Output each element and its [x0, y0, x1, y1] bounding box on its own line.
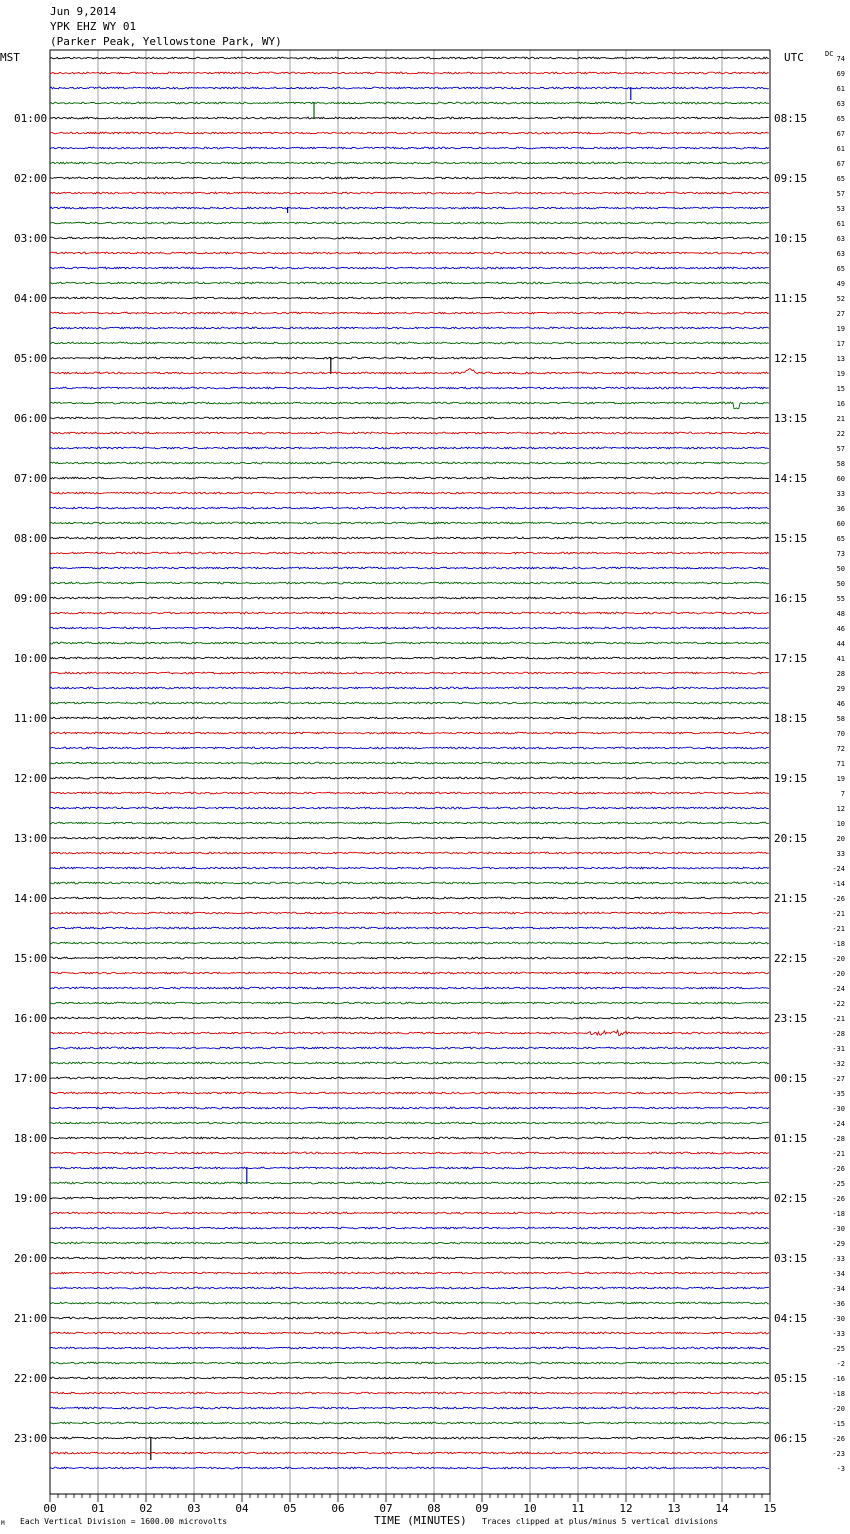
trace-line [50, 462, 769, 464]
right-hour-label: 06:15 [774, 1432, 808, 1445]
dc-offset-value: -18 [832, 1390, 845, 1398]
trace-line [50, 417, 769, 419]
left-hour-label: 08:00 [14, 532, 48, 545]
dc-offset-value: -26 [832, 1165, 845, 1173]
dc-offset-value: 70 [836, 730, 845, 738]
trace-line [50, 447, 769, 449]
trace-line [50, 807, 769, 809]
right-hour-label: 08:15 [774, 112, 808, 125]
trace-line [50, 927, 769, 929]
left-hour-label: 05:00 [14, 352, 48, 365]
dc-offset-value: 22 [836, 430, 845, 438]
x-tick-label: 00 [43, 1502, 57, 1515]
dc-offset-value: -27 [832, 1075, 845, 1083]
left-hour-label: 16:00 [14, 1012, 48, 1025]
right-hour-label: 09:15 [774, 172, 808, 185]
right-hour-label: 22:15 [774, 952, 808, 965]
trace-line [50, 1002, 769, 1004]
x-tick-label: 12 [619, 1502, 633, 1515]
trace-line [50, 1017, 769, 1019]
dc-offset-value: 57 [836, 190, 845, 198]
dc-offset-value: -21 [832, 925, 845, 933]
trace-line [50, 1152, 769, 1154]
dc-offset-value: -14 [832, 880, 845, 888]
trace-line [50, 1272, 769, 1274]
trace-line [50, 762, 769, 764]
dc-offset-value: 21 [836, 415, 845, 423]
dc-offset-value: -21 [832, 1150, 845, 1158]
dc-offset-value: 63 [836, 235, 845, 243]
corner-mark: M [1, 1520, 5, 1527]
dc-offset-value: 67 [836, 160, 845, 168]
dc-offset-value: 71 [836, 760, 845, 768]
dc-offset-value: 73 [836, 550, 845, 558]
dc-offset-value: 48 [836, 610, 845, 618]
dc-offset-value: 63 [836, 100, 845, 108]
trace-line [50, 1212, 769, 1214]
trace-line [50, 672, 769, 674]
right-axis-label: UTC [784, 51, 804, 64]
trace-line [50, 72, 769, 74]
trace-line [50, 567, 769, 569]
left-hour-label: 11:00 [14, 712, 48, 725]
trace-line [50, 387, 769, 389]
trace-line [50, 522, 769, 524]
trace-line [50, 369, 769, 374]
right-hour-label: 14:15 [774, 472, 808, 485]
dc-offset-value: -24 [832, 985, 845, 993]
trace-line [50, 792, 769, 794]
trace-line [50, 102, 769, 104]
right-hour-label: 13:15 [774, 412, 808, 425]
dc-offset-value: -30 [832, 1315, 845, 1323]
trace-line [50, 642, 769, 644]
trace-line [50, 1287, 769, 1289]
dc-offset-value: 53 [836, 205, 845, 213]
dc-offset-value: -30 [832, 1225, 845, 1233]
dc-offset-value: -3 [836, 1465, 845, 1473]
dc-offset-value: -31 [832, 1045, 845, 1053]
dc-offset-value: 16 [836, 400, 845, 408]
dc-offset-value: -33 [832, 1330, 845, 1338]
trace-line [50, 1137, 769, 1139]
x-tick-label: 01 [91, 1502, 105, 1515]
dc-offset-value: 20 [836, 835, 845, 843]
left-hour-label: 20:00 [14, 1252, 48, 1265]
dc-offset-value: 55 [836, 595, 845, 603]
trace-line [50, 1467, 769, 1469]
left-hour-label: 12:00 [14, 772, 48, 785]
dc-offset-value: -29 [832, 1240, 845, 1248]
trace-line [50, 552, 769, 554]
left-hour-label: 21:00 [14, 1312, 48, 1325]
dc-offset-value: 50 [836, 580, 845, 588]
trace-line [50, 1047, 769, 1049]
trace-line [50, 1332, 769, 1334]
trace-line [50, 477, 769, 479]
x-tick-label: 07 [379, 1502, 393, 1515]
trace-line [50, 297, 769, 299]
trace-line [50, 1107, 769, 1109]
dc-offset-value: 61 [836, 145, 845, 153]
left-hour-label: 19:00 [14, 1192, 48, 1205]
trace-line [50, 1197, 769, 1199]
trace-line [50, 867, 769, 869]
trace-line [50, 1392, 769, 1394]
dc-offset-value: 28 [836, 670, 845, 678]
dc-offset-value: 63 [836, 250, 845, 258]
grid [50, 50, 770, 1494]
dc-offset-value: 58 [836, 460, 845, 468]
left-hour-label: 04:00 [14, 292, 48, 305]
trace-line [50, 207, 769, 209]
dc-offset-value: 61 [836, 220, 845, 228]
x-axis [43, 1494, 776, 1515]
trace-line [50, 1377, 769, 1379]
right-hour-label: 17:15 [774, 652, 808, 665]
right-hour-label: 00:15 [774, 1072, 808, 1085]
trace-line [50, 537, 769, 539]
trace-line [50, 1030, 769, 1035]
trace-line [50, 597, 769, 599]
x-tick-label: 05 [283, 1502, 297, 1515]
right-hour-label: 16:15 [774, 592, 808, 605]
trace-line [50, 957, 769, 959]
trace-line [50, 222, 769, 224]
trace-line [50, 177, 769, 179]
dc-offset-value: 46 [836, 700, 845, 708]
header-date: Jun 9,2014 [50, 5, 117, 18]
left-hour-label: 15:00 [14, 952, 48, 965]
dc-offset-value: 50 [836, 565, 845, 573]
trace-line [50, 1122, 769, 1124]
dc-offset-value: -18 [832, 1210, 845, 1218]
dc-offset-value: -24 [832, 1120, 845, 1128]
dc-offset-value: 61 [836, 85, 845, 93]
trace-line [50, 1227, 769, 1229]
trace-line [50, 1422, 769, 1424]
left-hour-label: 13:00 [14, 832, 48, 845]
dc-offset-value: -25 [832, 1345, 845, 1353]
dc-offset-value: -20 [832, 970, 845, 978]
plot-frame [50, 50, 770, 1494]
right-hour-label: 15:15 [774, 532, 808, 545]
dc-offset-value: -21 [832, 1015, 845, 1023]
right-hour-label: 12:15 [774, 352, 808, 365]
dc-offset-value: -20 [832, 955, 845, 963]
left-hour-label: 09:00 [14, 592, 48, 605]
dc-offset-value: 36 [836, 505, 845, 513]
dc-offset-value: 69 [836, 70, 845, 78]
dc-offset-value: 60 [836, 520, 845, 528]
dc-offset-value: 12 [836, 805, 845, 813]
trace-line [50, 87, 769, 89]
dc-offset-value: -20 [832, 1405, 845, 1413]
trace-line [50, 117, 769, 119]
seismic-traces [50, 57, 769, 1469]
dc-offset-value: 13 [836, 355, 845, 363]
dc-offset-value: -35 [832, 1090, 845, 1098]
trace-line [50, 702, 769, 704]
dc-offset-value: -15 [832, 1420, 845, 1428]
x-tick-label: 03 [187, 1502, 201, 1515]
right-hour-label: 20:15 [774, 832, 808, 845]
trace-line [50, 732, 769, 734]
right-hour-label: 18:15 [774, 712, 808, 725]
dc-offset-value: 15 [836, 385, 845, 393]
trace-line [50, 987, 769, 989]
x-tick-label: 06 [331, 1502, 345, 1515]
trace-line [50, 1362, 769, 1364]
x-axis-title: TIME (MINUTES) [374, 1514, 467, 1527]
trace-line [50, 747, 769, 749]
dc-offset-value: 65 [836, 265, 845, 273]
dc-offset-value: -28 [832, 1135, 845, 1143]
trace-line [50, 837, 769, 839]
trace-line [50, 1407, 769, 1409]
trace-line [50, 1257, 769, 1259]
x-tick-label: 13 [667, 1502, 681, 1515]
x-tick-label: 02 [139, 1502, 153, 1515]
right-hour-label: 02:15 [774, 1192, 808, 1205]
trace-line [50, 1062, 769, 1064]
dc-offset-value: -34 [832, 1285, 845, 1293]
dc-offset-value: -23 [832, 1450, 845, 1458]
dc-offset-column [832, 55, 845, 1473]
trace-line [50, 627, 769, 629]
dc-offset-value: 33 [836, 850, 845, 858]
dc-offset-value: -26 [832, 1195, 845, 1203]
dc-offset-value: 29 [836, 685, 845, 693]
trace-line [50, 1167, 769, 1169]
left-hour-label: 18:00 [14, 1132, 48, 1145]
dc-offset-value: 41 [836, 655, 845, 663]
dc-offset-value: 58 [836, 715, 845, 723]
dc-offset-value: -32 [832, 1060, 845, 1068]
scale-note: Each Vertical Division = 1600.00 microvolts [20, 1517, 228, 1526]
trace-line [50, 1077, 769, 1079]
trace-line [50, 1317, 769, 1319]
trace-line [50, 147, 769, 149]
left-hour-label: 22:00 [14, 1372, 48, 1385]
dc-offset-value: -34 [832, 1270, 845, 1278]
dc-offset-value: 52 [836, 295, 845, 303]
dc-offset-value: 49 [836, 280, 845, 288]
trace-line [50, 132, 769, 134]
trace-line [50, 162, 769, 164]
left-hour-label: 10:00 [14, 652, 48, 665]
header-station: YPK EHZ WY 01 [50, 20, 137, 33]
trace-line [50, 1347, 769, 1349]
dc-offset-value: 74 [836, 55, 845, 63]
dc-offset-value: 46 [836, 625, 845, 633]
dc-offset-value: 67 [836, 130, 845, 138]
trace-line [50, 717, 769, 719]
dc-offset-value: 7 [840, 790, 845, 798]
dc-offset-value: -22 [832, 1000, 845, 1008]
trace-line [50, 267, 769, 269]
trace-line [50, 777, 769, 779]
x-tick-label: 09 [475, 1502, 489, 1515]
left-hour-label: 01:00 [14, 112, 48, 125]
dc-offset-value: -26 [832, 895, 845, 903]
left-hour-label: 07:00 [14, 472, 48, 485]
clip-note: Traces clipped at plus/minus 5 vertical divisions [482, 1517, 719, 1526]
left-hour-label: 03:00 [14, 232, 48, 245]
trace-line [50, 912, 769, 914]
trace-line [50, 507, 769, 509]
dc-offset-value: 57 [836, 445, 845, 453]
trace-line [50, 432, 769, 434]
right-hour-label: 03:15 [774, 1252, 808, 1265]
trace-line [50, 492, 769, 494]
trace-line [50, 57, 769, 59]
trace-line [50, 657, 769, 659]
dc-offset-value: 27 [836, 310, 845, 318]
left-axis-label: MST [0, 51, 20, 64]
trace-line [50, 357, 769, 359]
trace-line [50, 897, 769, 899]
dc-offset-value: -2 [836, 1360, 845, 1368]
trace-line [50, 942, 769, 944]
dc-offset-value: 19 [836, 775, 845, 783]
right-hour-label: 04:15 [774, 1312, 808, 1325]
dc-offset-value: 19 [836, 325, 845, 333]
dc-offset-value: 65 [836, 175, 845, 183]
trace-line [50, 312, 769, 314]
dc-offset-value: -28 [832, 1030, 845, 1038]
left-hour-label: 17:00 [14, 1072, 48, 1085]
dc-offset-value: -33 [832, 1255, 845, 1263]
trace-line [50, 192, 769, 194]
x-tick-label: 08 [427, 1502, 441, 1515]
x-tick-label: 15 [763, 1502, 777, 1515]
left-hour-label: 02:00 [14, 172, 48, 185]
right-hour-label: 21:15 [774, 892, 808, 905]
dc-offset-value: -26 [832, 1435, 845, 1443]
trace-line [50, 1437, 769, 1439]
right-hour-label: 19:15 [774, 772, 808, 785]
trace-line [50, 822, 769, 824]
dc-offset-value: -21 [832, 910, 845, 918]
trace-line [50, 282, 769, 284]
dc-offset-value: 44 [836, 640, 845, 648]
right-hour-label: 23:15 [774, 1012, 808, 1025]
right-hour-label: 05:15 [774, 1372, 808, 1385]
dc-offset-value: -24 [832, 865, 845, 873]
trace-line [50, 1092, 769, 1094]
trace-line [50, 342, 769, 344]
dc-offset-value: 65 [836, 535, 845, 543]
dc-offset-value: -36 [832, 1300, 845, 1308]
trace-line [50, 1242, 769, 1244]
right-hour-label: 11:15 [774, 292, 808, 305]
trace-line [50, 252, 769, 254]
trace-line [50, 852, 769, 854]
dc-offset-value: 72 [836, 745, 845, 753]
trace-line [50, 1182, 769, 1184]
left-hour-label: 14:00 [14, 892, 48, 905]
header-location: (Parker Peak, Yellowstone Park, WY) [50, 35, 282, 48]
x-tick-label: 14 [715, 1502, 729, 1515]
right-hour-label: 10:15 [774, 232, 808, 245]
dc-offset-value: 65 [836, 115, 845, 123]
trace-line [50, 612, 769, 614]
x-tick-label: 11 [571, 1502, 585, 1515]
dc-offset-value: 17 [836, 340, 845, 348]
dc-label: DC [825, 50, 834, 58]
dc-offset-value: 60 [836, 475, 845, 483]
trace-line [50, 882, 769, 884]
trace-line [50, 402, 769, 409]
trace-line [50, 327, 769, 329]
dc-offset-value: 33 [836, 490, 845, 498]
x-tick-label: 04 [235, 1502, 249, 1515]
dc-offset-value: -25 [832, 1180, 845, 1188]
dc-offset-value: 10 [836, 820, 845, 828]
left-hour-label: 06:00 [14, 412, 48, 425]
trace-line [50, 972, 769, 974]
dc-offset-value: -18 [832, 940, 845, 948]
trace-line [50, 1452, 769, 1454]
trace-line [50, 582, 769, 584]
dc-offset-value: -16 [832, 1375, 845, 1383]
x-tick-label: 10 [523, 1502, 537, 1515]
trace-line [50, 237, 769, 239]
dc-offset-value: -30 [832, 1105, 845, 1113]
dc-offset-value: 19 [836, 370, 845, 378]
right-hour-label: 01:15 [774, 1132, 808, 1145]
trace-line [50, 1302, 769, 1304]
trace-line [50, 687, 769, 689]
left-hour-label: 23:00 [14, 1432, 48, 1445]
